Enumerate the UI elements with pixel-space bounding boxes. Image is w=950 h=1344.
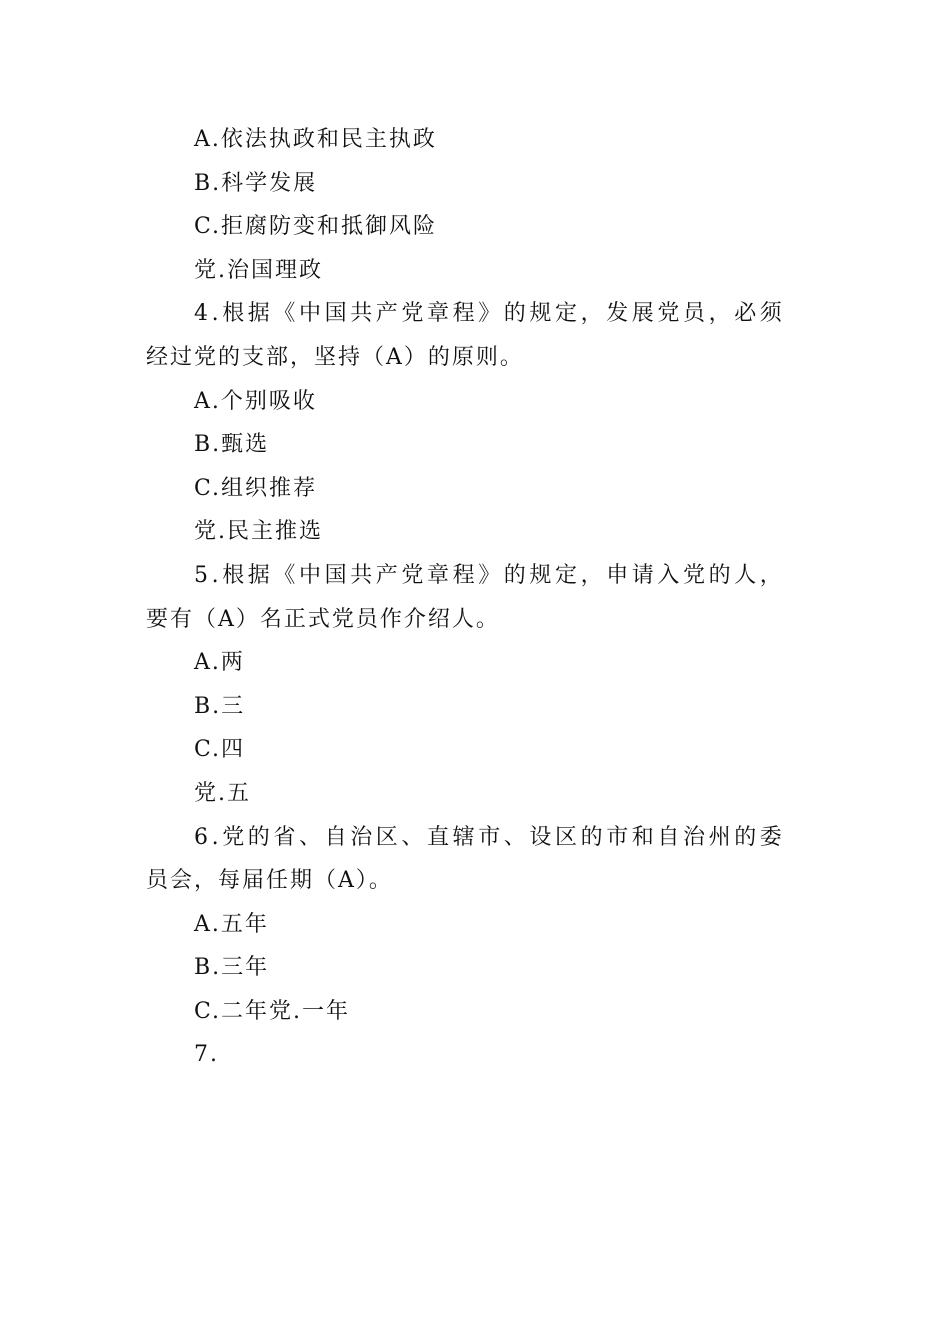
option-line: A.两 xyxy=(194,650,245,676)
question-text-continued: 经过党的支部，坚持（A）的原则。 xyxy=(146,344,524,370)
option-line: B.甄选 xyxy=(194,432,270,458)
question-5 xyxy=(146,554,806,816)
option-line: A.五年 xyxy=(194,911,269,937)
question-text: 4.根据《中国共产党章程》的规定，发展党员，必须 xyxy=(194,301,786,327)
question-text-continued: 员会，每届任期（A）。 xyxy=(146,868,393,894)
question-7 xyxy=(146,1033,806,1077)
question-text-continued: 要有（A）名正式党员作介绍人。 xyxy=(146,606,500,632)
option-line: C.组织推荐 xyxy=(194,475,318,501)
option-line: B.科学发展 xyxy=(194,170,318,196)
option-line: 党.民主推选 xyxy=(194,519,323,545)
document-body xyxy=(146,118,806,1077)
question-6 xyxy=(146,816,806,1034)
option-line: B.三年 xyxy=(194,955,270,981)
option-line: C.四 xyxy=(194,737,246,763)
option-line: C.拒腐防变和抵御风险 xyxy=(194,214,438,240)
option-line: C.二年党.一年 xyxy=(194,998,351,1024)
option-line: A.个别吸收 xyxy=(194,388,317,414)
question-text: 7. xyxy=(194,1042,219,1068)
question-text: 6.党的省、自治区、直辖市、设区的市和自治州的委 xyxy=(194,824,786,850)
option-line: 党.五 xyxy=(194,780,251,806)
question-text: 5.根据《中国共产党章程》的规定，申请入党的人， xyxy=(194,562,786,588)
question-4 xyxy=(146,292,806,554)
option-line: 党.治国理政 xyxy=(194,257,323,283)
option-line: A.依法执政和民主执政 xyxy=(194,127,437,152)
option-line: B.三 xyxy=(194,693,246,719)
